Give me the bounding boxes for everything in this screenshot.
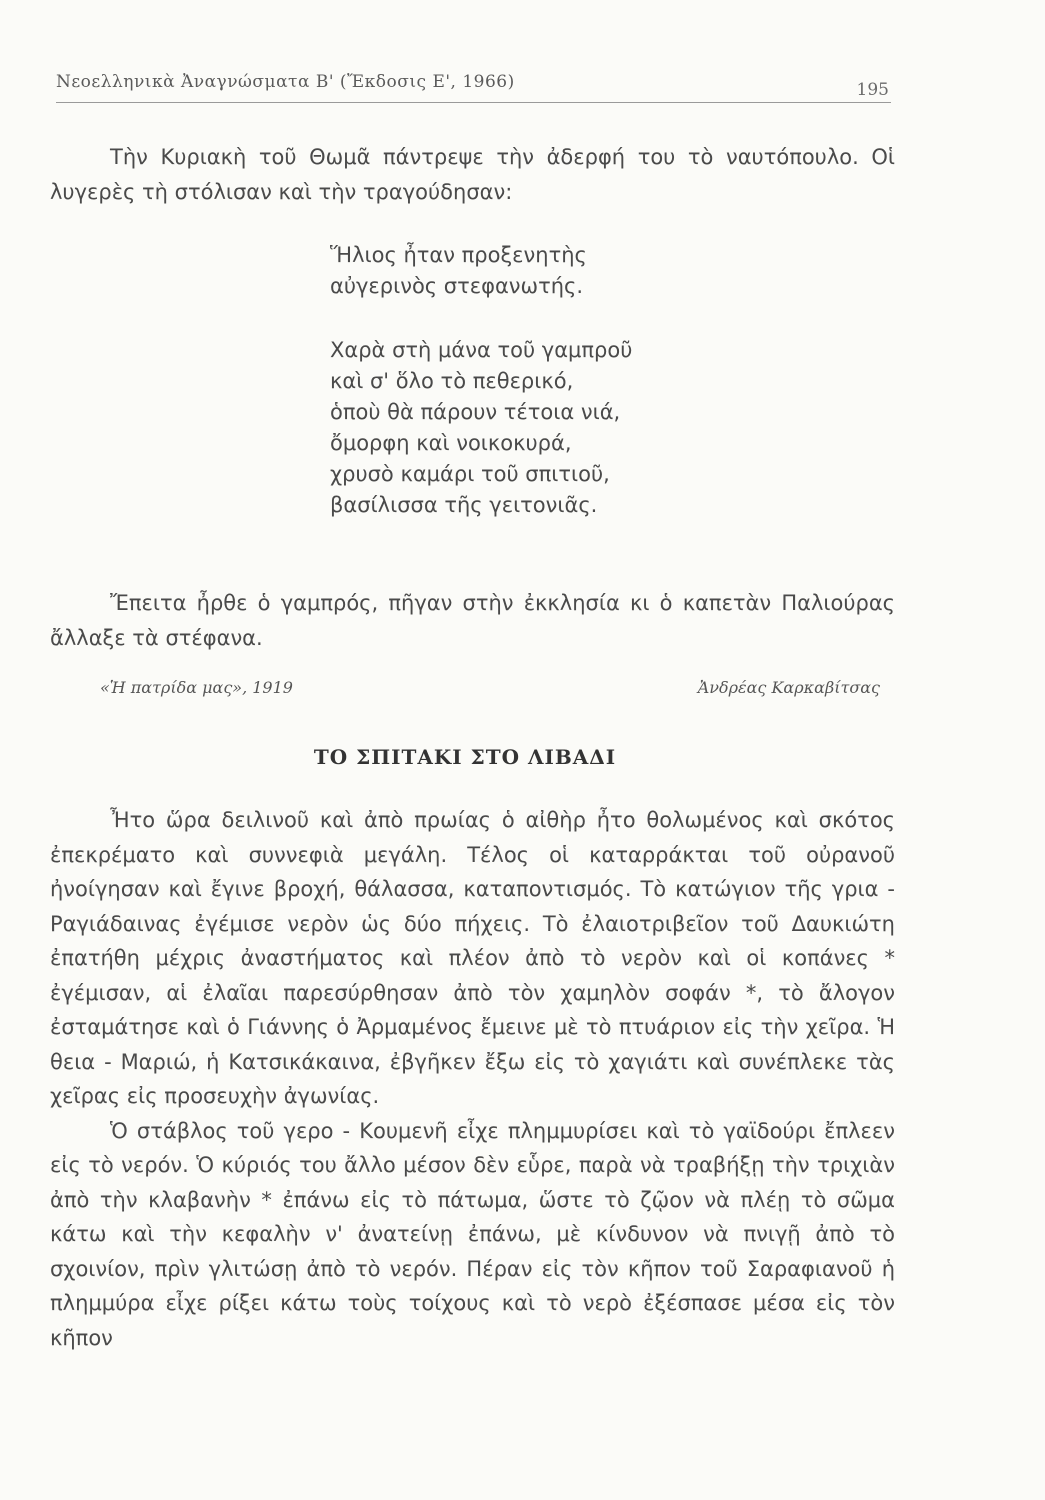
citation [100,678,880,708]
intro-paragraph: Τὴν Κυριακὴ τοῦ Θωμᾶ πάντρεψε τὴν ἀδερφή του τὸ ναυτόπουλο. Οἱ λυγερὲς τὴ στόλισαν καὶ τὴν τραγούδησαν: [50,145,895,204]
body-paragraph: Ὁ στάβλος τοῦ γερο - Κουμενῆ εἶχε πλημμυρίσει καὶ τὸ γαϊδούρι ἔπλεεν εἰς τὸ νερόν. Ὁ κύριός του ἄλλο μέσον δὲν εὗρε, παρὰ νὰ τραβήξῃ τὴν τριχιὰν ἀπὸ τὴν κλαβανὴν * ἐπάνω εἰς τὸ πάτωμα, ὥστε τὸ ζῷον νὰ πλέῃ τὸ σῶμα κάτω καὶ τὴν κεφαλὴν ν' ἀνατείνῃ ἐπάνω, μὲ κίνδυνον νὰ πνιγῇ ἀπὸ τὸ σχοινίον, πρὶν γλιτώσῃ ἀπὸ τὸ νερόν. Πέραν εἰς τὸν κῆπον τοῦ Σαραφιανοῦ ἡ πλημμύρα εἶχε ρίξει κάτω τοὺς τοίχους καὶ τὸ νερὸ ἐξέσπασε μέσα εἰς τὸν κῆπον [50,1118,895,1350]
page-number: 195 [856,80,889,100]
poem-line: χρυσὸ καμάρι τοῦ σπιτιοῦ, [330,462,610,486]
poem [330,240,632,521]
poem-line: ὄμορφη καὶ νοικοκυρά, [330,431,572,455]
poem-line: βασίλισσα τῆς γειτονιᾶς. [330,493,598,517]
body-paragraph: Ἦτο ὥρα δειλινοῦ καὶ ἀπὸ πρωίας ὁ αἰθὴρ ἦτο θολωμένος καὶ σκότος ἐπεκρέματο καὶ συννεφιὰ μεγάλη. Τέλος οἱ καταρράκται τοῦ οὐρανοῦ ἠνοίγησαν καὶ ἔγινε βροχή, θάλασσα, καταποντισμός. Τὸ κατώγιον τῆς γρια - Ραγιάδαινας ἐγέμισε νερὸν ὡς δύο πήχεις. Τὸ ἐλαιοτριβεῖον τοῦ Δαυκιώτη ἐπατήθη μέχρις ἀναστήματος καὶ πλέον ἀπὸ τὸ νερὸν καὶ οἱ κοπάνες * ἐγέμισαν, αἱ ἐλαῖαι παρεσύρθησαν ἀπὸ τὸν χαμηλὸν σοφάν *, τὸ ἄλογον ἐσταμάτησε καὶ ὁ Γιάννης ὁ Ἀρμαμένος ἔμεινε μὲ τὸ πτυάριον εἰς τὴν χεῖρα. Ἡ θεια - Μαριώ, ἡ Κατσικάκαινα, ἐβγῆκεν ἔξω εἰς τὸ χαγιάτι καὶ συνέπλεκε τὰς χεῖρας εἰς προσευχὴν ἀγωνίας. [50,808,895,1108]
poem-line: Ἥλιος ἦταν προξενητὴς [330,243,587,267]
poem-line: καὶ σ' ὅλο τὸ πεθερικό, [330,369,574,393]
poem-stanza-2 [330,335,632,521]
intro-text [50,140,895,209]
after-poem-paragraph: Ἔπειτα ἦρθε ὁ γαμπρός, πῆγαν στὴν ἐκκλησία κι ὁ καπετὰν Παλιούρας ἄλλαξε τὰ στέφανα. [50,591,895,650]
after-poem-text [50,586,895,655]
running-header [56,72,891,103]
book-title: Νεοελληνικὰ Ἀναγνώσματα Β' (Ἔκδοσις Ε', 1966) [56,72,515,92]
poem-stanza-1 [330,240,632,302]
poem-line: ὁποὺ θὰ πάρουν τέτοια νιά, [330,400,621,424]
citation-source: «Ἡ πατρίδα μας», 1919 [100,678,293,697]
citation-author: Ἀνδρέας Καρκαβίτσας [697,678,880,697]
section-title: ΤΟ ΣΠΙΤΑΚΙ ΣΤΟ ΛΙΒΑΔΙ [313,745,617,769]
body-text [50,803,895,1355]
poem-line: Χαρὰ στὴ μάνα τοῦ γαμπροῦ [330,338,633,362]
poem-line: αὐγερινὸς στεφανωτής. [330,274,584,298]
